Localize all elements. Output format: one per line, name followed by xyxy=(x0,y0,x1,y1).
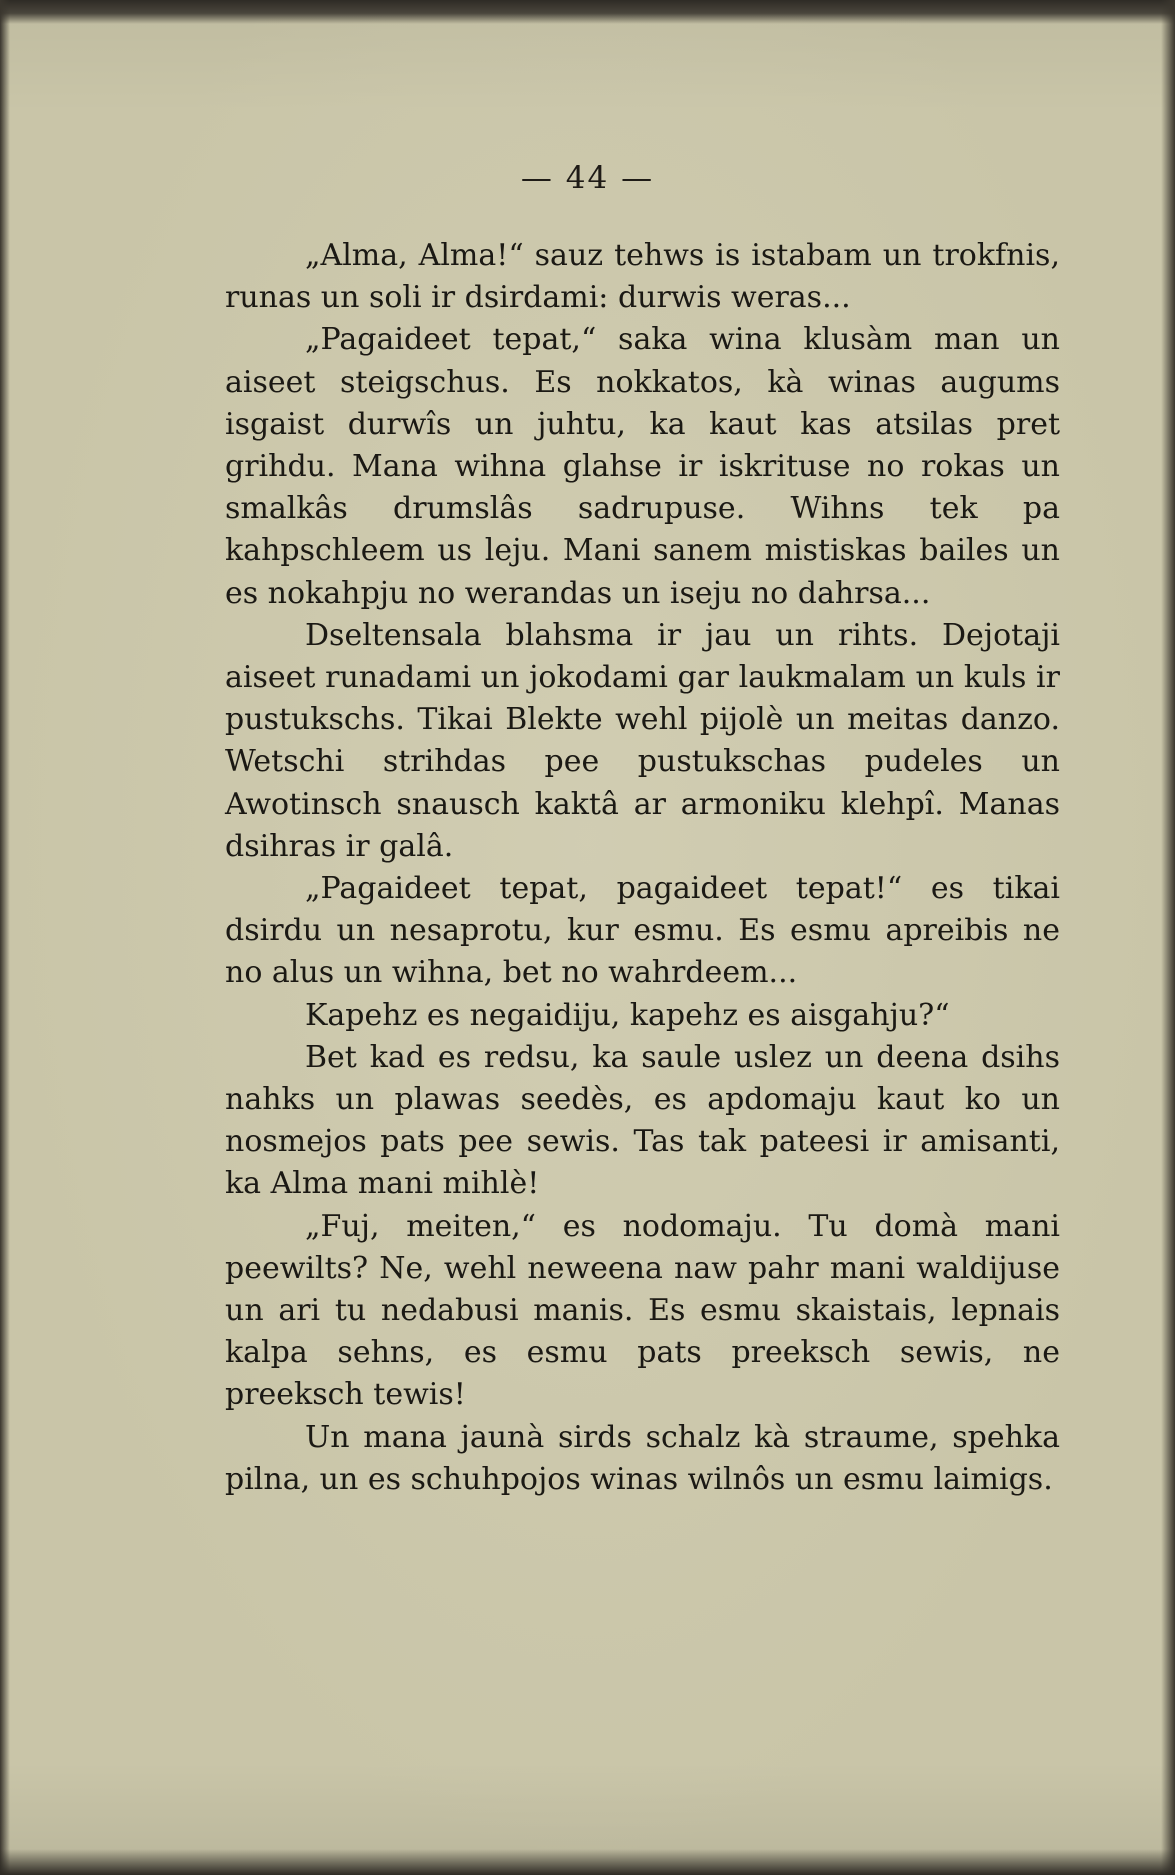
paragraph: Dseltensala blahsma ir jau un rihts. Dejotaji aiseet runadami un jokodami gar laukmalam un kuls ir pustukschs. Tikai Blekte wehl pijolè un meitas danzo. Wetschi strihdas pee pustukschas pudeles un Awotinsch snausch kaktâ ar armoniku klehpî. Manas dsihras ir galâ. xyxy=(225,617,1060,864)
body-text xyxy=(225,235,1060,1501)
page-left-edge xyxy=(0,0,10,1875)
page-top-edge xyxy=(0,0,1175,24)
paragraph: „Fuj, meiten,“ es nodomaju. Tu domà mani peewilts? Ne, wehl neweena naw pahr mani waldijuse un ari tu nedabusi manis. Es esmu skaistais, lepnais kalpa sehns, es esmu pats preeksch sewis, ne preeksch tewis! xyxy=(225,1208,1060,1413)
paragraph: „Pagaideet tepat,“ saka wina klusàm man un aiseet steigschus. Es nokkatos, kà winas augums isgaist durwîs un juhtu, ka kaut kas atsilas pret grihdu. Mana wihna glahse ir iskrituse no rokas un smalkâs drumslâs sadrupuse. Wihns tek pa kahpschleem us leju. Mani sanem mistiskas bailes un es nokahpju no werandas un iseju no dahrsa... xyxy=(225,322,1060,611)
paragraph: Kapehz es negaidiju, kapehz es aisgahju?“ xyxy=(305,997,950,1033)
page-number: — 44 — xyxy=(520,160,655,196)
page-bottom-edge xyxy=(0,1849,1175,1875)
page-right-edge xyxy=(1161,0,1175,1875)
paragraph: Bet kad es redsu, ka saule uslez un deena dsihs nahks un plawas seedès, es apdomaju kaut ko un nosmejos pats pee sewis. Tas tak pateesi ir amisanti, ka Alma mani mihlè! xyxy=(225,1039,1060,1202)
paragraph: „Pagaideet tepat, pagaideet tepat!“ es tikai dsirdu un nesaprotu, kur esmu. Es esmu apreibis ne no alus un wihna, bet no wahrdeem... xyxy=(225,871,1060,991)
paragraph: „Alma, Alma!“ sauz tehws is istabam un trokfnis, runas un soli ir dsirdami: durwis weras... xyxy=(225,238,1060,316)
paragraph: Un mana jaunà sirds schalz kà straume, spehka pilna, un es schuhpojos winas wilnôs un esmu laimigs. xyxy=(225,1419,1060,1497)
